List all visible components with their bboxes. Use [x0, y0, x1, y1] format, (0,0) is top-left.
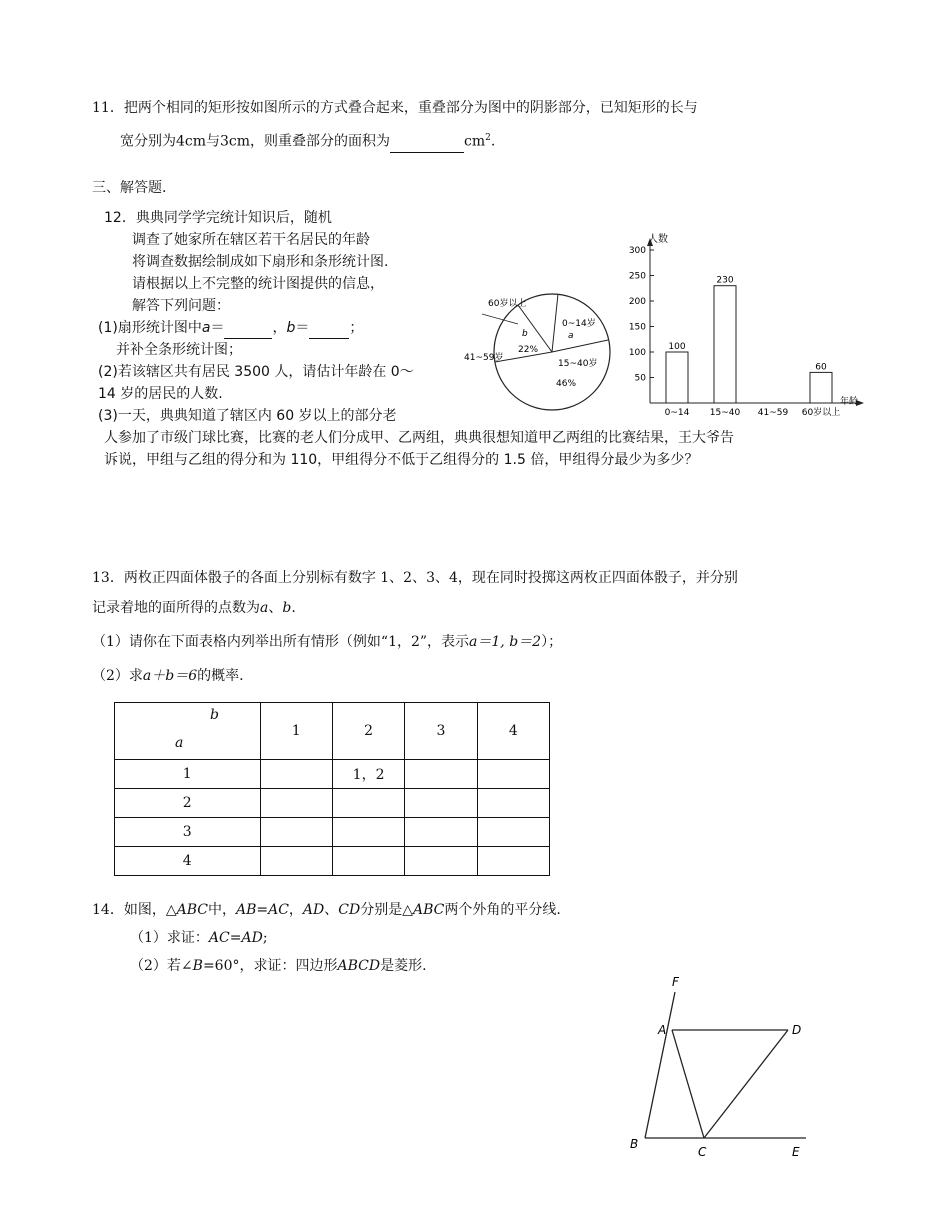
q12-line4: 请根据以上不完整的统计图提供的信息，: [132, 276, 384, 292]
q11-line1: 11．把两个相同的矩形按如图所示的方式叠合起来，重叠部分为图中的阴影部分，已知矩形的长与: [92, 100, 698, 116]
q12-line1: 12．典典同学学完统计知识后，随机: [104, 210, 332, 226]
table-cell[interactable]: [332, 847, 404, 876]
q12-line8: (2)若该辖区共有居民 3500 人，请估计年龄在 0～: [98, 364, 414, 380]
bar: [810, 372, 832, 403]
q14-part2-end: 是菱形.: [380, 958, 427, 974]
q13-part1-math: a＝1, b＝2: [469, 634, 542, 650]
table-cell[interactable]: [477, 789, 549, 818]
q12-blank-b[interactable]: [309, 318, 349, 339]
pie-divider-2: [552, 294, 558, 352]
q12-end: ；: [349, 320, 364, 336]
q14-part1-text: （1）求证：: [130, 930, 209, 946]
q12-pie-chart: [462, 288, 632, 418]
q14-part2-text: （2）若∠: [130, 958, 193, 974]
table-cell[interactable]: [405, 818, 477, 847]
table-row: [115, 789, 550, 818]
pie-label-a: a: [568, 331, 574, 341]
q13-line2-text: 记录着地的面所得的点数为: [92, 600, 260, 616]
q13-part2: [92, 666, 244, 686]
q13-part1-end: ）；: [541, 634, 563, 650]
q11-unit: cm: [464, 133, 486, 150]
bar-y-tick-label: 100: [628, 348, 646, 358]
q13-part1-text: （1）请你在下面表格内列举出所有情形（例如“1，2”，表示: [92, 634, 470, 650]
bar: [666, 352, 688, 403]
line-BF: [645, 992, 675, 1138]
q14-part1: [130, 928, 268, 948]
q12-line9: 14 岁的居民的人数.: [98, 386, 223, 402]
bar-y-tick-label: 250: [628, 271, 646, 282]
table-corner-a: a: [175, 735, 184, 751]
q14-part1-math: AC=AD: [208, 930, 263, 946]
q12-line5: 解答下列问题：: [132, 298, 230, 314]
q13-part2-text: （2）求: [92, 668, 143, 684]
table-cell[interactable]: [477, 760, 549, 789]
q13-outcome-table: [114, 702, 550, 876]
q12-line3: 将调查数据绘制成如下扇形和条形统计图.: [132, 254, 389, 270]
table-cell[interactable]: [477, 818, 549, 847]
bar-y-tick-label: 50: [634, 373, 646, 384]
q11-end: .: [490, 133, 496, 150]
section-heading: 三、解答题.: [92, 180, 167, 196]
pie-label-22pct: 22%: [518, 345, 539, 355]
label-D: D: [792, 1023, 802, 1037]
table-cell[interactable]: [260, 789, 332, 818]
q12-line6: [98, 318, 363, 339]
bar-xlabel: 年龄: [840, 397, 859, 407]
table-cell[interactable]: 1，2: [332, 760, 404, 789]
table-row-label: 1: [115, 760, 261, 789]
q14-part2-mid: =60°，求证：四边形: [202, 958, 338, 974]
q12-line10: (3)一天，典典知道了辖区内 60 岁以上的部分老: [98, 408, 397, 424]
table-col-header: 2: [332, 703, 404, 760]
pie-label-41-59: 41~59岁: [464, 353, 504, 363]
table-cell[interactable]: [332, 789, 404, 818]
table-header-row: [115, 703, 550, 760]
label-F: F: [672, 975, 679, 989]
q12-line2: 调查了她家所在辖区若干名居民的年龄: [132, 232, 370, 248]
bar-category-label: 0~14: [664, 408, 690, 418]
q12-bar-chart: [612, 228, 882, 428]
q14-text-1: 14．如图，△: [92, 902, 177, 918]
q14-part2: [130, 956, 427, 976]
q12-sep: ，: [272, 320, 287, 336]
table-cell[interactable]: [405, 847, 477, 876]
bar-category-label: 60岁以上: [801, 408, 841, 418]
bar-value-label: 60: [815, 362, 827, 373]
q13-var-a: a: [260, 600, 269, 616]
q14-text-4: 、: [324, 902, 339, 918]
q14-abc-2: ABC: [412, 902, 445, 918]
q14-line1: [92, 900, 561, 920]
table-row-label: 2: [115, 789, 261, 818]
q14-text-6: 两个外角的平分线.: [444, 902, 561, 918]
pie-label-46pct: 46%: [556, 379, 577, 389]
table-cell[interactable]: [332, 818, 404, 847]
table-corner-b: b: [210, 707, 219, 723]
bar-ylabel: 人数: [648, 234, 668, 245]
q14-part2-quad: ABCD: [337, 958, 381, 974]
q13-var-b: b: [282, 600, 292, 616]
bar-category-label: 41~59: [757, 408, 789, 418]
q14-part1-end: ;: [262, 930, 268, 946]
pie-leader-60: [482, 314, 518, 324]
q12-eq2: ＝: [295, 320, 310, 336]
q11-line2-text: 宽分别为4cm与3cm，则重叠部分的面积为: [120, 133, 391, 150]
q13-line2: [92, 598, 296, 618]
table-row-label: 4: [115, 847, 261, 876]
pie-label-b: b: [522, 329, 528, 339]
q14-part2-b: B: [192, 958, 203, 974]
q13-end: .: [291, 600, 296, 616]
q14-text-5: 分别是△: [360, 902, 413, 918]
q13-part1: [92, 632, 562, 652]
line-CD: [704, 1030, 788, 1138]
q13-sep: 、: [268, 600, 283, 616]
q12-line7: 并补全条形统计图；: [116, 342, 242, 358]
table-cell[interactable]: [260, 818, 332, 847]
q12-part1-text: (1)扇形统计图中: [98, 320, 202, 336]
pie-label-0-14: 0~14岁: [562, 319, 596, 329]
label-E: E: [792, 1145, 800, 1159]
q12-line11: 人参加了市级门球比赛，比赛的老人们分成甲、乙两组，典典很想知道甲乙两组的比赛结果，王大爷告: [104, 430, 734, 446]
q14-cd: CD: [338, 902, 361, 918]
bar-value-label: 100: [668, 342, 686, 352]
bar-y-tick-label: 200: [628, 297, 646, 307]
q13-line1: 13．两枚正四面体骰子的各面上分别标有数字 1、2、3、4，现在同时投掷这两枚正四面体骰子，并分别: [92, 570, 738, 586]
table-cell[interactable]: [405, 789, 477, 818]
q12-var-a: a: [201, 320, 211, 336]
line-AC: [672, 1030, 704, 1138]
q14-text-2: 中，: [207, 902, 236, 918]
q14-text-3: ，: [288, 902, 303, 918]
table-row: [115, 818, 550, 847]
q14-abc: ABC: [176, 902, 208, 918]
q11-unit-sup: 2: [485, 133, 491, 143]
q13-part2-end: 的概率.: [197, 668, 244, 684]
bar-y-tick-label: 150: [628, 322, 646, 333]
q14-rhombus-figure: [620, 970, 820, 1165]
label-C: C: [698, 1145, 707, 1159]
label-A: A: [658, 1023, 667, 1037]
table-corner-cell: [115, 703, 261, 760]
label-B: B: [630, 1137, 639, 1151]
table-col-header: 1: [260, 703, 332, 760]
table-cell[interactable]: [260, 760, 332, 789]
table-row: [115, 847, 550, 876]
table-col-header: 3: [405, 703, 477, 760]
table-row-label: 3: [115, 818, 261, 847]
pie-label-60plus: 60岁以上: [488, 299, 527, 309]
table-cell[interactable]: [405, 760, 477, 789]
q12-eq1: ＝: [210, 320, 225, 336]
table-col-header: 4: [477, 703, 549, 760]
bar: [714, 286, 736, 403]
q12-blank-a[interactable]: [224, 318, 272, 339]
q14-ab-eq-ac: AB=AC: [235, 902, 289, 918]
table-cell[interactable]: [260, 847, 332, 876]
bar-y-tick-label: 300: [628, 246, 646, 256]
q12-line12: 诉说，甲组与乙组的得分和为 110，甲组得分不低于乙组得分的 1.5 倍，甲组得分最少为多少？: [104, 452, 699, 468]
bar-value-label: 230: [716, 275, 734, 286]
pie-label-15-40: 15~40岁: [558, 359, 598, 369]
table-cell[interactable]: [477, 847, 549, 876]
q13-part2-math: a＋b＝6: [142, 668, 198, 684]
q14-ad: AD: [302, 902, 325, 918]
pie-divider-3: [552, 340, 608, 352]
q11-answer-blank[interactable]: [390, 132, 464, 153]
table-row: [115, 760, 550, 789]
q11-line2: [120, 128, 495, 153]
bar-category-label: 15~40: [709, 408, 741, 418]
q12-var-b: b: [286, 320, 296, 336]
